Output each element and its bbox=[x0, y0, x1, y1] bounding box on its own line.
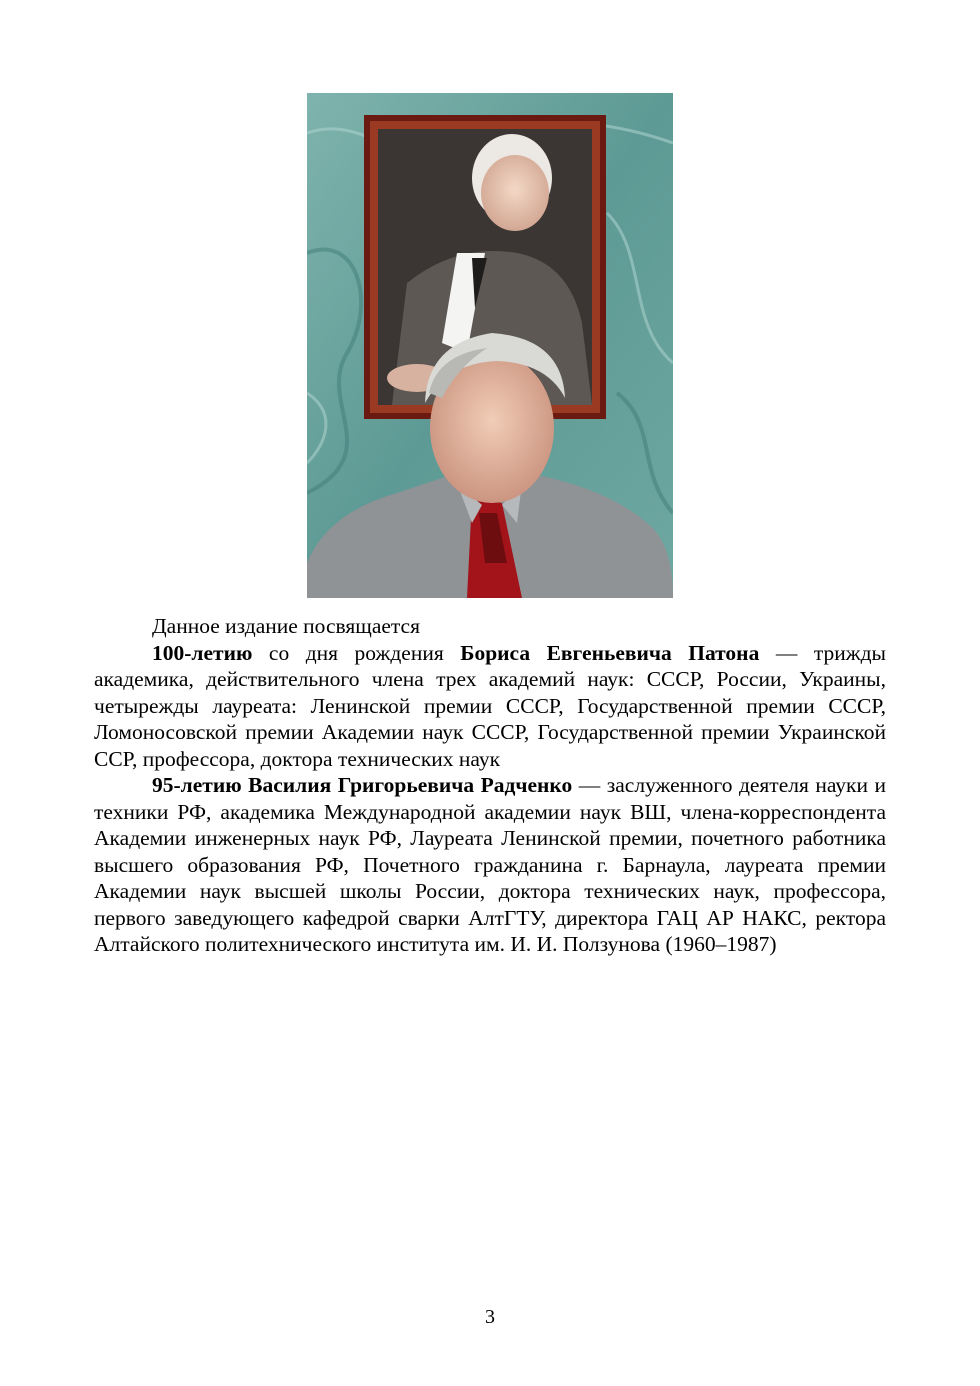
dedication-patton bbox=[94, 640, 886, 773]
patton-description: — трижды академика, действительного члена трех академий наук: СССР, России, Украины, четырежды лауреата: Ленинской премии СССР, Государственной премии СССР, Ломоносовской премии Академии наук СССР, Государственной премии Украинской ССР, профессора, доктора технических наук bbox=[94, 640, 886, 771]
patton-pre-name: со дня рождения bbox=[252, 640, 461, 665]
dedication-radchenko bbox=[94, 772, 886, 958]
portrait-photo bbox=[307, 93, 673, 598]
radchenko-description: — заслуженного деятеля науки и техники РФ, академика Международной академии наук ВШ, члена-корреспондента Академии инженерных наук РФ, Лауреата Ленинской премии, почетного работника высшего образования РФ, Почетного гражданина г. Барнаула, лауреата премии Академии наук высшей школы России, доктора технических наук, профессора, первого заведующего кафедрой сварки АлтГТУ, директора ГАЦ АР НАКС, ректора Алтайского политехнического института им. И. И. Ползунова (1960–1987) bbox=[94, 773, 887, 956]
dedication-text bbox=[94, 613, 886, 958]
patton-name: Бориса Евгеньевича Патона bbox=[460, 640, 760, 665]
page-number: 3 bbox=[485, 1306, 495, 1328]
patton-anniversary: 100-летию bbox=[152, 640, 253, 665]
dedication-intro: Данное издание посвящается bbox=[152, 614, 420, 638]
radchenko-name: Василия Григорьевича Радченко bbox=[248, 773, 573, 797]
radchenko-anniversary: 95-летию bbox=[152, 773, 242, 797]
